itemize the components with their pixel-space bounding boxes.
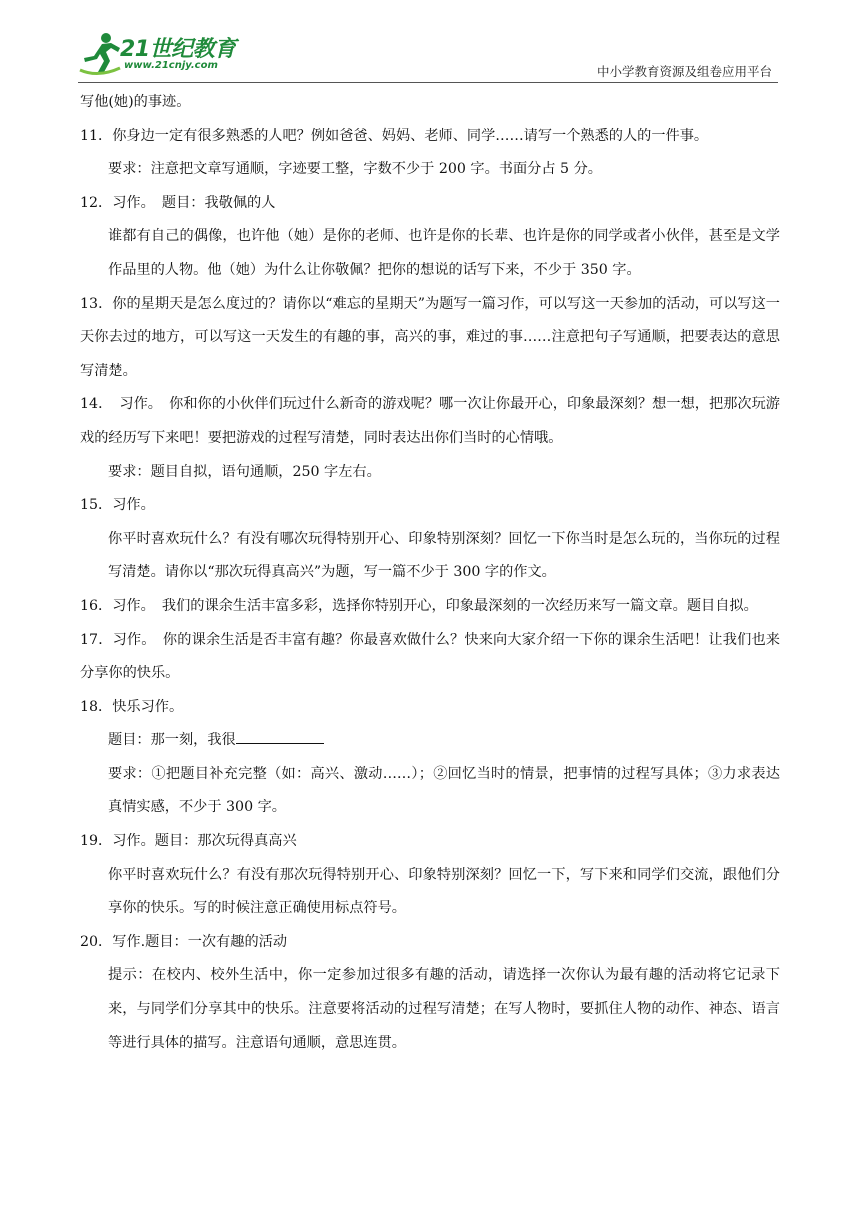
question-12: 12．习作。 题目：我敬佩的人 bbox=[80, 194, 276, 211]
brand-url: www.21cnjy.com bbox=[124, 60, 218, 71]
question-20: 20．写作.题目：一次有趣的活动 bbox=[80, 933, 288, 950]
question-14: 14． 习作。 你和你的小伙伴们玩过什么新奇的游戏呢？哪一次让你最开心，印象最深刻？想一想，把那次玩游戏的经历写下来吧！要把游戏的过程写清楚，同时表达出你们当时的心情哦。 bbox=[80, 396, 780, 446]
question-15: 15．习作。 bbox=[80, 497, 155, 514]
question-18: 18．快乐习作。 bbox=[80, 698, 184, 715]
question-15-body: 你平时喜欢玩什么？有没有哪次玩得特别开心、印象特别深刻？回忆一下你当时是怎么玩的，当你玩的过程写清楚。请你以“那次玩得真高兴”为题，写一篇不少于 300 字的作文。 bbox=[108, 530, 780, 581]
question-18-requirements: 要求：①把题目补充完整（如：高兴、激动……）；②回忆当时的情景，把事情的过程写具体；③力求表达真情实感，不少于 300 字。 bbox=[108, 765, 780, 816]
question-17: 17．习作。 你的课余生活是否丰富有趣？你最喜欢做什么？快来向大家介绍一下你的课余生活吧！让我们也来分享你的快乐。 bbox=[80, 631, 780, 682]
question-11: 11．你身边一定有很多熟悉的人吧？例如爸爸、妈妈、老师、同学……请写一个熟悉的人的一件事。 bbox=[80, 127, 709, 144]
question-16: 16．习作。 我们的课余生活丰富多彩，选择你特别开心，印象最深刻的一次经历来写一篇文章。题目自拟。 bbox=[80, 597, 758, 614]
platform-label: 中小学教育资源及组卷应用平台 bbox=[596, 64, 772, 79]
document-body bbox=[80, 86, 780, 1060]
page-header bbox=[78, 30, 778, 83]
brand-name: 21世纪教育 bbox=[120, 37, 236, 62]
question-11-requirements: 要求：注意把文章写通顺，字迹要工整，字数不少于 200 字。书面分占 5 分。 bbox=[108, 161, 602, 178]
question-19: 19．习作。题目：那次玩得真高兴 bbox=[80, 833, 297, 850]
question-18-title-line bbox=[80, 724, 780, 758]
fill-in-blank bbox=[236, 725, 324, 744]
question-12-body: 谁都有自己的偶像，也许他（她）是你的老师、也许是你的长辈、也许是你的同学或者小伙伴，甚至是文学作品里的人物。他（她）为什么让你敬佩？把你的想说的话写下来，不少于 350 字。 bbox=[108, 228, 780, 278]
question-19-body: 你平时喜欢玩什么？有没有那次玩得特别开心、印象特别深刻？回忆一下，写下来和同学们交流，跟他们分享你的快乐。写的时候注意正确使用标点符号。 bbox=[108, 866, 780, 917]
question-18-title: 题目：那一刻，我很 bbox=[108, 732, 236, 749]
question-20-body: 提示：在校内、校外生活中，你一定参加过很多有趣的活动，请选择一次你认为最有趣的活动将它记录下来，与同学们分享其中的快乐。注意要将活动的过程写清楚；在写人物时，要抓住人物的动作、神态、语言等进行具体的描写。注意语句通顺，意思连贯。 bbox=[108, 967, 780, 1051]
logo bbox=[78, 30, 258, 78]
question-14-requirements: 要求：题目自拟，语句通顺，250 字左右。 bbox=[108, 463, 381, 480]
runner-icon bbox=[78, 30, 122, 78]
question-13: 13．你的星期天是怎么度过的？请你以“难忘的星期天”为题写一篇习作，可以写这一天参加的活动，可以写这一天你去过的地方，可以写这一天发生的有趣的事，高兴的事，难过的事……注意把句子写通顺，把要表达的意思写清楚。 bbox=[80, 295, 780, 379]
paragraph: 写他(她)的事迹。 bbox=[80, 94, 191, 110]
